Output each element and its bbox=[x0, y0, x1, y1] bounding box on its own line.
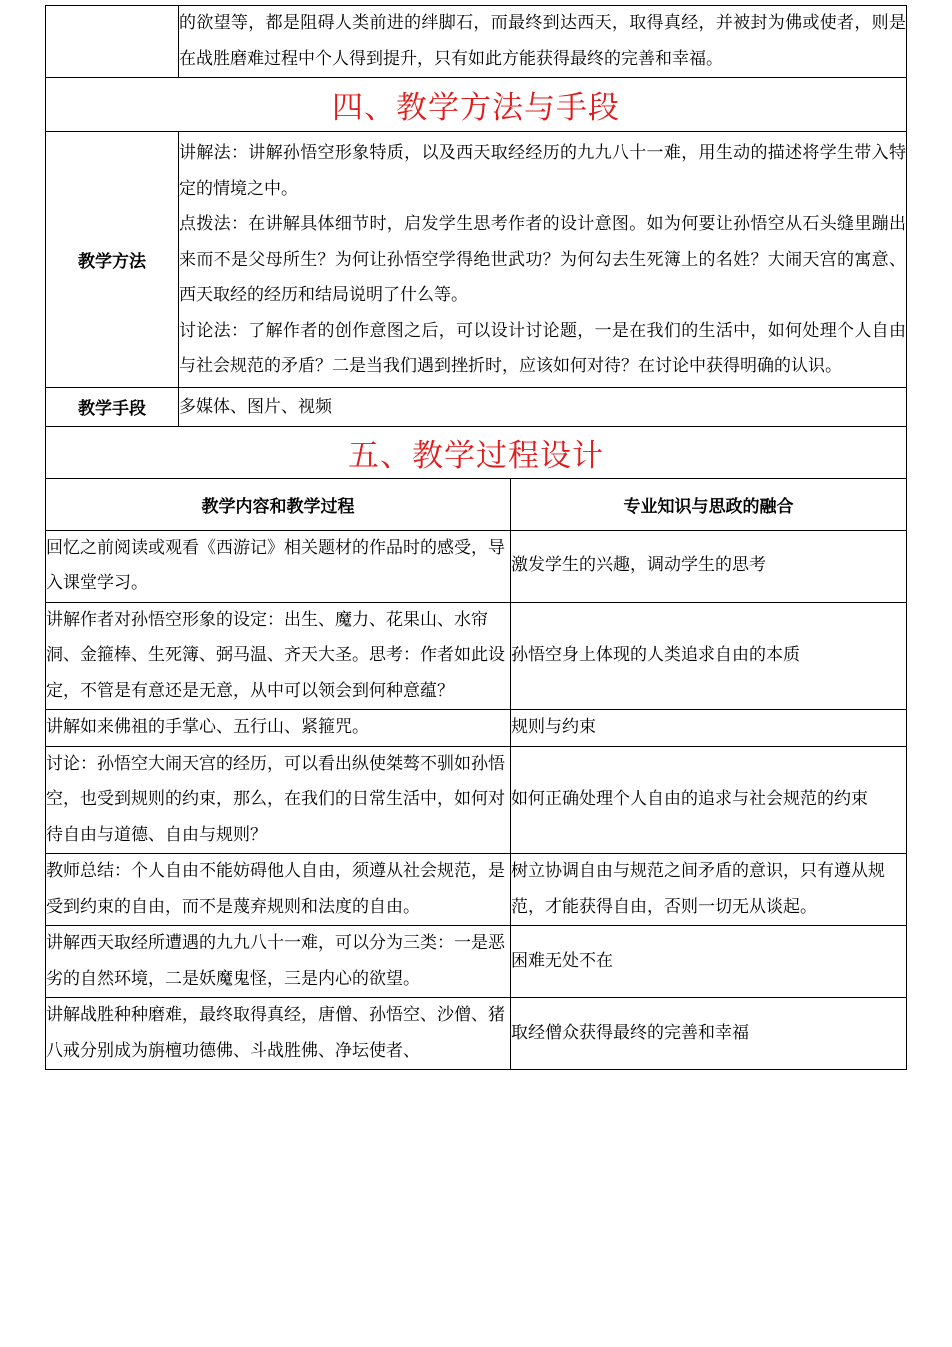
ideology-cell: 取经僧众获得最终的完善和幸福 bbox=[511, 998, 907, 1070]
methods-row bbox=[46, 132, 907, 388]
table-row bbox=[46, 746, 907, 854]
table-row bbox=[46, 710, 907, 747]
method-guidance: 点拨法：在讲解具体细节时，启发学生思考作者的设计意图。如为何要让孙悟空从石头缝里蹦出来而不是父母所生？为何让孙悟空学得绝世武功？为何勾去生死簿上的名姓？大闹天宫的寓意、西天取经的经历和结局说明了什么等。 bbox=[179, 214, 906, 305]
section5-title: 五、教学过程设计 bbox=[46, 426, 907, 478]
column-header-process: 教学内容和教学过程 bbox=[46, 478, 511, 530]
process-cell: 讲解战胜种种磨难，最终取得真经，唐僧、孙悟空、沙僧、猪八戒分别成为旃檀功德佛、斗战胜佛、净坛使者、 bbox=[46, 998, 511, 1070]
ideology-cell: 困难无处不在 bbox=[511, 926, 907, 998]
table-row bbox=[46, 926, 907, 998]
process-cell: 讲解如来佛祖的手掌心、五行山、紧箍咒。 bbox=[46, 710, 511, 747]
means-value: 多媒体、图片、视频 bbox=[179, 387, 907, 426]
method-lecture: 讲解法：讲解孙悟空形象特质，以及西天取经经历的九九八十一难，用生动的描述将学生带入特定的情境之中。 bbox=[179, 143, 906, 199]
ideology-cell: 规则与约束 bbox=[511, 710, 907, 747]
section5-header-row bbox=[46, 426, 907, 478]
section4-header-row bbox=[46, 78, 907, 132]
section4-title: 四、教学方法与手段 bbox=[46, 78, 907, 132]
process-cell: 回忆之前阅读或观看《西游记》相关题材的作品时的感受，导入课堂学习。 bbox=[46, 530, 511, 602]
process-cell: 教师总结：个人自由不能妨碍他人自由，须遵从社会规范，是受到约束的自由，而不是蔑弃规则和法度的自由。 bbox=[46, 854, 511, 926]
table-row bbox=[46, 854, 907, 926]
table-row bbox=[46, 602, 907, 710]
means-row bbox=[46, 387, 907, 426]
continuation-label-cell bbox=[46, 6, 179, 78]
ideology-cell: 树立协调自由与规范之间矛盾的意识，只有遵从规范，才能获得自由，否则一切无从谈起。 bbox=[511, 854, 907, 926]
process-cell: 讨论：孙悟空大闹天宫的经历，可以看出纵使桀骜不驯如孙悟空，也受到规则的约束，那么，在我们的日常生活中，如何对待自由与道德、自由与规则？ bbox=[46, 746, 511, 854]
methods-content bbox=[179, 132, 907, 388]
column-header-ideology: 专业知识与思政的融合 bbox=[511, 478, 907, 530]
column-header-row bbox=[46, 478, 907, 530]
table-row bbox=[46, 530, 907, 602]
ideology-cell: 孙悟空身上体现的人类追求自由的本质 bbox=[511, 602, 907, 710]
ideology-cell: 激发学生的兴趣，调动学生的思考 bbox=[511, 530, 907, 602]
continuation-text: 的欲望等，都是阻碍人类前进的绊脚石，而最终到达西天，取得真经，并被封为佛或使者，则是在战胜磨难过程中个人得到提升，只有如此方能获得最终的完善和幸福。 bbox=[179, 6, 907, 78]
lesson-plan-table bbox=[45, 5, 907, 1070]
ideology-cell: 如何正确处理个人自由的追求与社会规范的约束 bbox=[511, 746, 907, 854]
means-label: 教学手段 bbox=[46, 387, 179, 426]
continuation-row bbox=[46, 6, 907, 78]
method-discussion: 讨论法：了解作者的创作意图之后，可以设计讨论题，一是在我们的生活中，如何处理个人自由与社会规范的矛盾？二是当我们遇到挫折时，应该如何对待？在讨论中获得明确的认识。 bbox=[179, 320, 906, 376]
process-cell: 讲解作者对孙悟空形象的设定：出生、魔力、花果山、水帘洞、金箍棒、生死簿、弼马温、齐天大圣。思考：作者如此设定，不管是有意还是无意，从中可以领会到何种意蕴？ bbox=[46, 602, 511, 710]
table-row bbox=[46, 998, 907, 1070]
process-cell: 讲解西天取经所遭遇的九九八十一难，可以分为三类：一是恶劣的自然环境，二是妖魔鬼怪，三是内心的欲望。 bbox=[46, 926, 511, 998]
methods-label: 教学方法 bbox=[46, 132, 179, 388]
